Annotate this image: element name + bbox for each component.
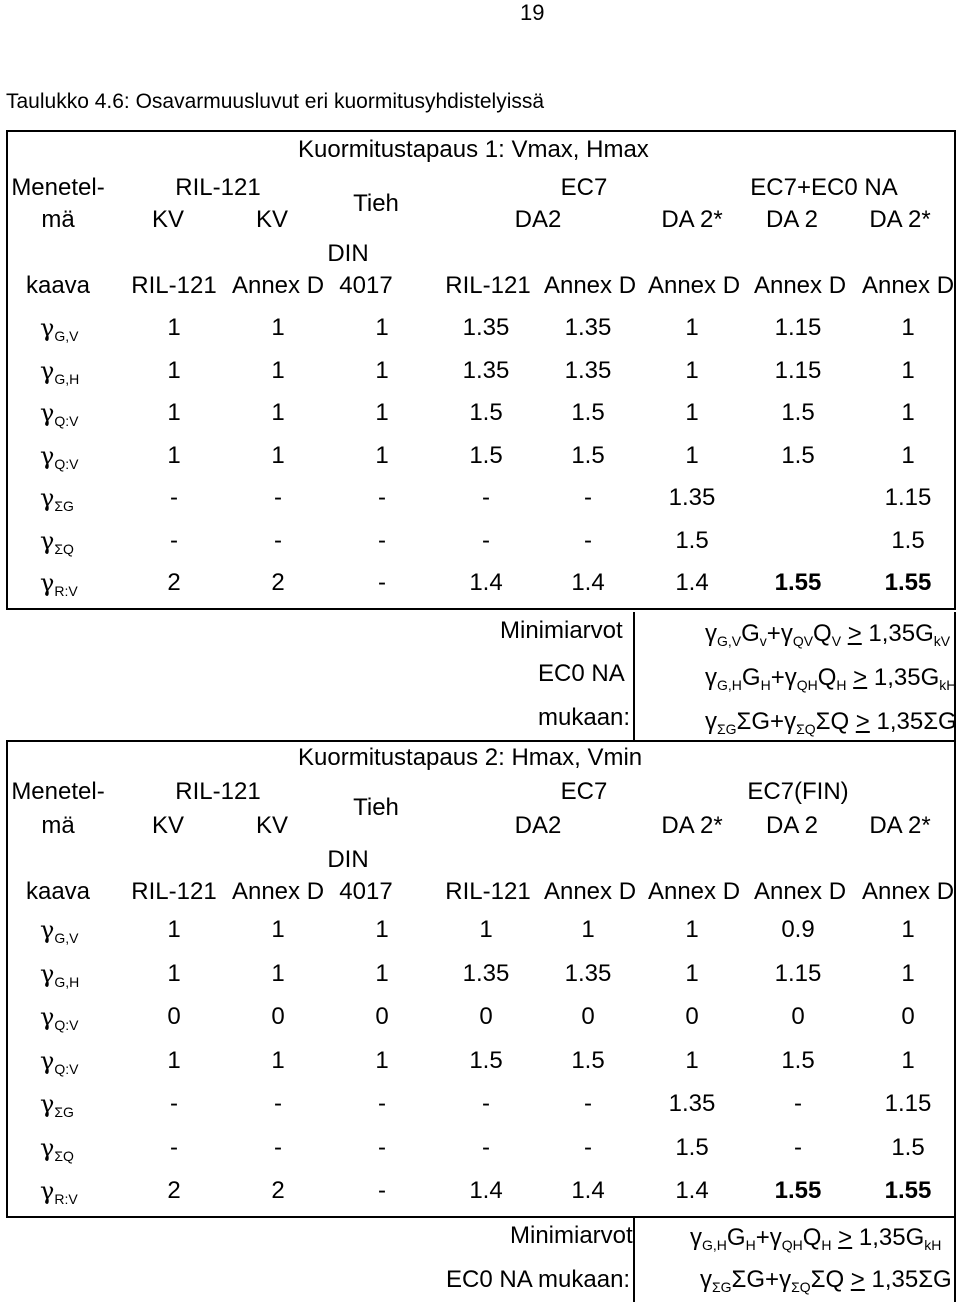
- factor-label: $\gamma_{\Sigma Q}$: [40, 1133, 74, 1164]
- factor-label: $\gamma_{Q:V}$: [40, 399, 79, 429]
- table-cell: 0.9: [781, 916, 815, 943]
- table-cell: 1.4: [469, 569, 503, 596]
- method-label: Menetel-: [11, 778, 105, 805]
- table-cell: -: [584, 1090, 592, 1117]
- table-cell: 1: [901, 314, 915, 341]
- factor-label: $\gamma_{G,V}$: [40, 916, 79, 946]
- table-cell: -: [378, 569, 386, 596]
- table-cell: 1.35: [564, 356, 612, 384]
- da2-star-header: DA 2*: [661, 206, 723, 233]
- factor-label: $\gamma_{Q:V}$: [40, 1003, 79, 1033]
- min-label: Minimiarvot: [510, 1222, 633, 1249]
- table-cell: 1: [375, 356, 389, 384]
- table-cell: -: [274, 526, 282, 554]
- table-cell: 1: [375, 399, 389, 426]
- table-cell: 1: [167, 356, 181, 384]
- table-cell: 1.5: [675, 526, 709, 554]
- formula-cell: Annex D: [861, 272, 955, 299]
- table-cell: 1.15: [884, 484, 932, 511]
- table-cell: 1: [581, 916, 595, 943]
- table-cell: -: [170, 1133, 178, 1161]
- formula-cell: RIL-121: [131, 878, 217, 905]
- da2-star-header: DA 2*: [869, 812, 931, 839]
- table-cell: 0: [479, 1003, 493, 1030]
- case-1-title: Kuormitustapaus 1: Vmax, Hmax: [298, 136, 649, 163]
- ec7-fin-header: EC7(FIN): [747, 778, 849, 805]
- table-cell: -: [170, 484, 178, 511]
- table-cell: 1.5: [469, 441, 503, 469]
- table-cell: 1.35: [462, 959, 510, 987]
- formula-cell: Annex D: [647, 272, 741, 299]
- formula-cell: Annex D: [231, 878, 325, 905]
- table-cell: -: [584, 1133, 592, 1161]
- table-cell: 1: [901, 441, 915, 469]
- page-number: 19: [520, 0, 545, 25]
- table-cell: 1: [375, 441, 389, 469]
- method-label: Menetel-: [11, 174, 105, 201]
- table-cell: 1: [375, 916, 389, 943]
- factor-label: $\gamma_{Q:V}$: [40, 1046, 79, 1077]
- table-cell: 1.5: [571, 399, 605, 426]
- table-cell: -: [170, 1090, 178, 1117]
- table-cell: 0: [271, 1003, 285, 1030]
- da2-star-header: DA 2*: [661, 812, 723, 839]
- min-label: mukaan:: [538, 704, 631, 731]
- table-cell: 1.35: [668, 484, 716, 511]
- table-cell: -: [794, 1133, 802, 1161]
- table-cell: -: [378, 526, 386, 554]
- table-cell: 1: [901, 916, 915, 943]
- ril-121-header: RIL-121: [175, 778, 261, 805]
- table-cell: -: [170, 526, 178, 554]
- table-cell: 1: [167, 959, 181, 987]
- table-cell: 1.55: [774, 569, 822, 596]
- factor-label: $\gamma_{G,V}$: [40, 314, 79, 344]
- factor-label: $\gamma_{R:V}$: [40, 569, 78, 599]
- table-cell: 1.35: [668, 1090, 716, 1117]
- formula-cell: Annex D: [753, 878, 847, 905]
- table-cell: 1: [901, 356, 915, 384]
- case-2-title: Kuormitustapaus 2: Hmax, Vmin: [298, 744, 643, 771]
- factor-label: $\gamma_{\Sigma G}$: [40, 484, 74, 514]
- table-cell: 2: [167, 569, 181, 596]
- table-cell: 1.15: [884, 1090, 932, 1117]
- table-cell: 1.55: [884, 1177, 932, 1204]
- table-cell: 1.4: [675, 1177, 709, 1204]
- ec7-ec0-header: EC7+EC0 NA: [750, 174, 898, 201]
- table-cell: 1: [167, 314, 181, 341]
- formula-cell: Annex D: [861, 878, 955, 905]
- equation: $\gamma_{\Sigma G}\Sigma G+\gamma_{\Sigma Q}\Sigma Q > 1,35\Sigma G$: [700, 1266, 952, 1295]
- table-cell: 1: [271, 959, 285, 987]
- factor-label: $\gamma_{G,H}$: [40, 356, 80, 387]
- ec7-header: EC7: [560, 174, 608, 201]
- table-cell: -: [482, 484, 490, 511]
- table-cell: 1: [167, 1046, 181, 1074]
- table-cell: 1.55: [774, 1177, 822, 1204]
- table-cell: 1: [271, 441, 285, 469]
- table-cell: -: [378, 1133, 386, 1161]
- table-cell: 0: [581, 1003, 595, 1030]
- table-cell: 0: [375, 1003, 389, 1030]
- ec7-header: EC7: [560, 778, 608, 805]
- table-cell: -: [482, 1133, 490, 1161]
- table-cell: 1.5: [469, 1046, 503, 1074]
- table-cell: -: [274, 484, 282, 511]
- table-cell: 1.35: [462, 356, 510, 384]
- table-cell: 1: [375, 314, 389, 341]
- kv-header: KV: [151, 206, 185, 233]
- method-label: mä: [41, 206, 75, 233]
- min-label: EC0 NA mukaan:: [446, 1266, 631, 1293]
- table-cell: 1.35: [462, 314, 510, 341]
- table-cell: 1.5: [781, 441, 815, 469]
- ril-121-header: RIL-121: [175, 174, 261, 201]
- table-cell: 1.5: [571, 441, 605, 469]
- tieh-header: Tieh: [353, 190, 399, 217]
- table-cell: 1.15: [774, 314, 822, 341]
- da2-star-header: DA 2*: [869, 206, 931, 233]
- da2-header: DA 2: [765, 206, 819, 233]
- factor-label: $\gamma_{Q:V}$: [40, 441, 79, 472]
- table-cell: 1.5: [781, 1046, 815, 1074]
- formula-label: kaava: [25, 878, 91, 905]
- table-cell: 1.55: [884, 569, 932, 596]
- table-cell: 1: [167, 399, 181, 426]
- formula-cell: RIL-121: [131, 272, 217, 299]
- min-label: EC0 NA: [538, 660, 625, 687]
- formula-cell: Annex D: [753, 272, 847, 299]
- din-header: DIN: [327, 846, 369, 873]
- table-cell: -: [482, 1090, 490, 1117]
- table-cell: 1.5: [781, 399, 815, 426]
- table-cell: 1: [375, 1046, 389, 1074]
- table-cell: 1.5: [469, 399, 503, 426]
- da2-header: DA2: [514, 812, 562, 839]
- formula-cell: Annex D: [647, 878, 741, 905]
- table-cell: -: [794, 1090, 802, 1117]
- din-header: DIN: [327, 240, 369, 267]
- table-cell: 1.35: [564, 959, 612, 987]
- table-cell: 1: [271, 314, 285, 341]
- formula-cell: Annex D: [543, 272, 637, 299]
- table-cell: -: [378, 1177, 386, 1204]
- table-cell: 1: [685, 916, 699, 943]
- table-cell: 1: [685, 356, 699, 384]
- table-cell: -: [378, 1090, 386, 1117]
- kv-header: KV: [151, 812, 185, 839]
- table-cell: 0: [685, 1003, 699, 1030]
- table-cell: 1: [685, 399, 699, 426]
- table-cell: 2: [271, 1177, 285, 1204]
- table-cell: 1.4: [571, 569, 605, 596]
- table-cell: 1.15: [774, 959, 822, 987]
- table-cell: 1: [167, 916, 181, 943]
- table-cell: 1.15: [774, 356, 822, 384]
- factor-label: $\gamma_{R:V}$: [40, 1177, 78, 1207]
- formula-cell: RIL-121: [445, 878, 531, 905]
- equation: $\gamma_{G,H}G_H+\gamma_{QH}Q_H > 1,35G_{kH}$: [705, 664, 957, 693]
- table-cell: 0: [167, 1003, 181, 1030]
- table-cell: 1.5: [891, 1133, 925, 1161]
- equation: $\gamma_{\Sigma G}\Sigma G+\gamma_{\Sigma Q}\Sigma Q > 1,35\Sigma G$: [705, 708, 957, 737]
- table-cell: 1: [271, 1046, 285, 1074]
- kv-header: KV: [255, 206, 289, 233]
- table-cell: 2: [271, 569, 285, 596]
- da2-header: DA 2: [765, 812, 819, 839]
- table-cell: 1: [167, 441, 181, 469]
- table-cell: 1.4: [469, 1177, 503, 1204]
- kv-header: KV: [255, 812, 289, 839]
- da2-header: DA2: [514, 206, 562, 233]
- factor-label: $\gamma_{G,H}$: [40, 959, 80, 990]
- formula-label: kaava: [25, 272, 91, 299]
- table-cell: 1: [479, 916, 493, 943]
- table-cell: 1.5: [891, 526, 925, 554]
- tieh-header: Tieh: [353, 794, 399, 821]
- table-cell: 0: [791, 1003, 805, 1030]
- formula-cell: RIL-121: [445, 272, 531, 299]
- table-cell: 1: [375, 959, 389, 987]
- factor-label: $\gamma_{\Sigma Q}$: [40, 526, 74, 557]
- formula-cell: Annex D: [543, 878, 637, 905]
- formula-cell: Annex D: [231, 272, 325, 299]
- table-cell: 1: [685, 441, 699, 469]
- table-cell: 1.4: [675, 569, 709, 596]
- table-cell: -: [584, 484, 592, 511]
- table-cell: 1: [271, 916, 285, 943]
- table-cell: -: [274, 1133, 282, 1161]
- table-cell: -: [378, 484, 386, 511]
- table-caption: Taulukko 4.6: Osavarmuusluvut eri kuormitusyhdistelyissä: [6, 90, 545, 113]
- table-cell: 1: [901, 959, 915, 987]
- table-cell: -: [584, 526, 592, 554]
- table-cell: 1.35: [564, 314, 612, 341]
- table-cell: 1.5: [675, 1133, 709, 1161]
- min-label: Minimiarvot: [500, 617, 623, 644]
- formula-cell: 4017: [339, 878, 393, 905]
- equation: $\gamma_{G,V}G_v+\gamma_{QV}Q_V > 1,35G_{kV}$: [705, 620, 951, 649]
- table-cell: 0: [901, 1003, 915, 1030]
- table-cell: 2: [167, 1177, 181, 1204]
- method-label: mä: [41, 812, 75, 839]
- table-cell: 1: [685, 1046, 699, 1074]
- table-cell: 1: [271, 399, 285, 426]
- table-cell: 1.4: [571, 1177, 605, 1204]
- table-cell: -: [274, 1090, 282, 1117]
- table-case-2: [6, 740, 956, 1218]
- table-cell: 1.5: [571, 1046, 605, 1074]
- equation: $\gamma_{G,H}G_H+\gamma_{QH}Q_H > 1,35G_{kH}$: [690, 1224, 942, 1253]
- formula-cell: 4017: [339, 272, 393, 299]
- table-cell: 1: [685, 314, 699, 341]
- table-cell: 1: [271, 356, 285, 384]
- table-case-1: [6, 130, 956, 610]
- factor-label: $\gamma_{\Sigma G}$: [40, 1090, 74, 1120]
- table-cell: -: [482, 526, 490, 554]
- table-cell: 1: [901, 1046, 915, 1074]
- table-cell: 1: [901, 399, 915, 426]
- table-cell: 1: [685, 959, 699, 987]
